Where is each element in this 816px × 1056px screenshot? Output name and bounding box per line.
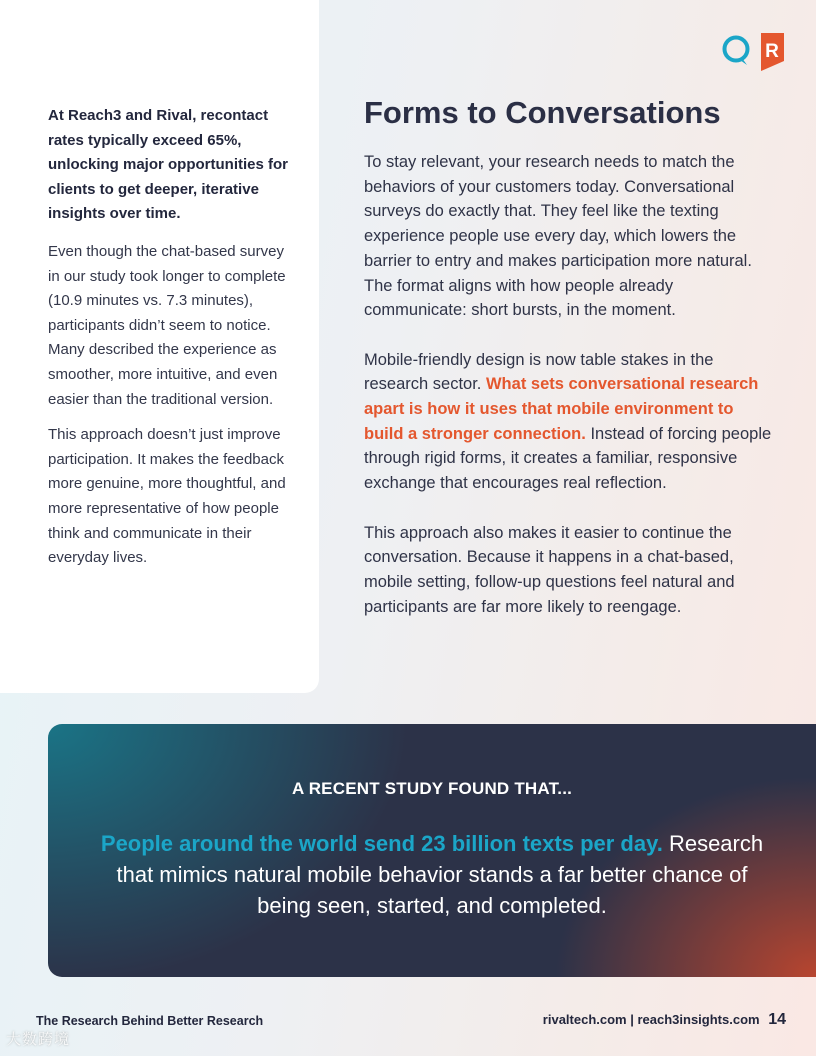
- footer-title: The Research Behind Better Research: [36, 1014, 264, 1028]
- watermark: 大数跨境: [6, 1031, 71, 1048]
- callout-kicker: A RECENT STUDY FOUND THAT...: [291, 779, 573, 798]
- article-paragraph-2: [364, 348, 774, 496]
- footer-sites: rivaltech.com | reach3insights.com: [542, 1012, 760, 1027]
- sidebar-lead: At Reach3 and Rival, recontact rates typically exceed 65%, unlocking major opportunities for clients to get deeper, iterative insights over time.: [48, 107, 288, 223]
- chat-bubble-logo-icon: [725, 38, 748, 66]
- callout-body: Research that mimics natural mobile behavior stands a far better chance of being seen, started, and completed.: [116, 831, 764, 918]
- main-article: [364, 94, 774, 644]
- sidebar-card: [0, 0, 319, 693]
- callout-text: [88, 828, 776, 921]
- page-title: Forms to Conversations: [364, 95, 721, 130]
- sidebar-paragraph-1: Even though the chat-based survey in our study took longer to complete (10.9 minutes vs. 7.3 minutes), participants didn’t seem to notice. Many described the experience as smoother, more intuitive, and even easier than the traditional version.: [48, 242, 286, 408]
- rival-r-letter: R: [765, 41, 779, 62]
- article-highlight: What sets conversational research apart is how it uses that mobile environment to build a stronger connection.: [364, 375, 759, 443]
- brand-logos: [720, 31, 786, 73]
- sidebar-paragraph-2: This approach doesn’t just improve participation. It makes the feedback more genuine, more thoughtful, and more representative of how people think and communicate in their everyday lives.: [48, 426, 286, 567]
- page-number: 14: [768, 1011, 786, 1028]
- article-paragraph-2-end: Instead of forcing people through rigid forms, it creates a familiar, responsive exchange that encourages real reflection.: [364, 424, 772, 493]
- callout-emphasis: People around the world send 23 billion texts per day.: [100, 831, 663, 856]
- article-paragraph-1: To stay relevant, your research needs to match the behaviors of your customers today. Conversational surveys do exactly that. They feel like the texting experience people use every day, which lowers the barrier to entry and makes participation more natural. The format aligns with how people already communicate: short bursts, in the moment.: [364, 153, 752, 320]
- stat-callout: [48, 724, 816, 977]
- article-paragraph-3: This approach also makes it easier to continue the conversation. Because it happens in a chat-based, mobile setting, follow-up questions feel natural and participants are far more likely to reengage.: [364, 523, 735, 616]
- rival-r-logo-icon: [761, 33, 784, 71]
- footer-right: [543, 1011, 786, 1029]
- article-paragraph-2-start: Mobile-friendly design is now table stakes in the research sector.: [364, 350, 714, 394]
